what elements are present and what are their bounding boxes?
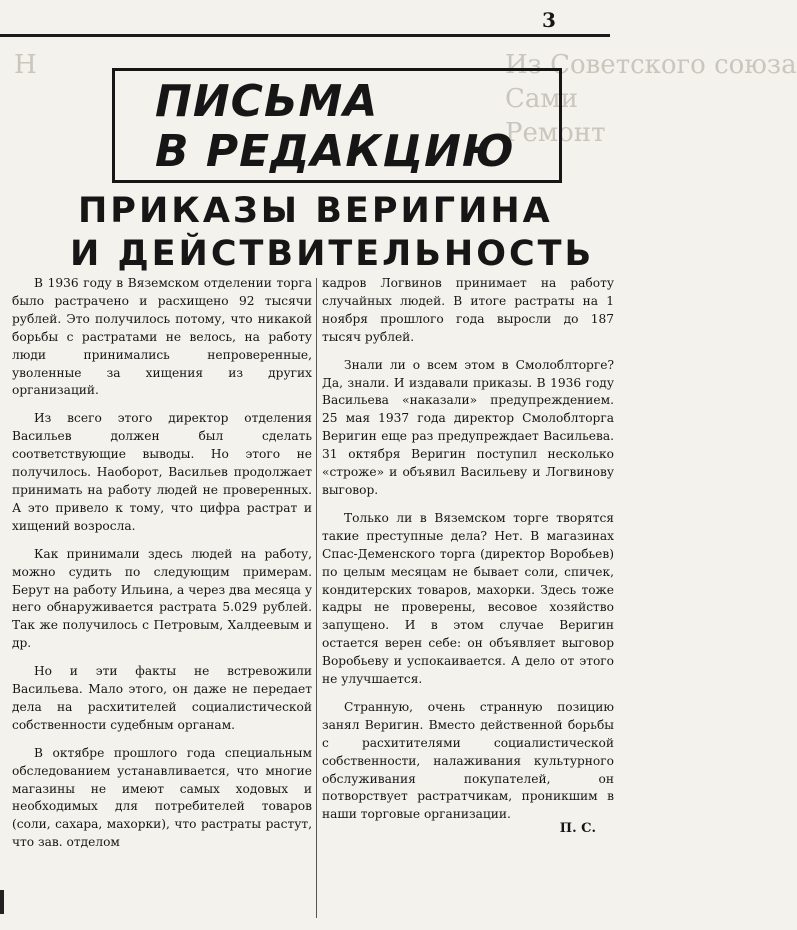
article-paragraph: Из всего этого директор отделения Васильев должен был сделать соответствующие выводы. Но этого не получилось. Наоборот, Васильев продолжает принимать на работу людей не проверенных. А это привело к тому, что цифра растрат и хищений возросла.: [12, 411, 312, 533]
article-headline: [70, 190, 595, 276]
article-paragraph: Только ли в Вяземском торге творятся такие преступные дела? Нет. В магазинах Спас-Деменского торга (директор Воробьев) по целым месяцам не бывает соли, спичек, кондитерских товаров, махорки. Здесь тоже кадры не проверены, весовое хозяйство запущено. И в этом случае Веригин остается верен себе: он объявляет выговор Воробьеву и успокаивается. А дело от этого не улучшается.: [322, 510, 614, 687]
author-signature: П. С.: [559, 821, 596, 837]
article-paragraph: Как принимали здесь людей на работу, можно судить по следующим примерам. Берут на работу Ильина, а через два месяца у него обнаруживается растрата 5.029 рублей. Так же получилось с Петровым, Халдеевым и др.: [12, 546, 312, 651]
headline-line-2: И ДЕЙСТВИТЕЛЬНОСТЬ: [70, 234, 595, 274]
page-number: 3: [542, 8, 556, 32]
bleed-line: Н: [14, 50, 37, 80]
article-column-left: [12, 275, 312, 862]
rubric-title-line-2: В РЕДАКЦИЮ: [155, 126, 515, 177]
top-rule: [0, 34, 610, 37]
bleed-line: Ремонт: [505, 118, 606, 148]
headline-line-1: ПРИКАЗЫ ВЕРИГИНА: [78, 191, 553, 231]
article-paragraph: Знали ли о всем этом в Смолоблторге? Да, знали. И издавали приказы. В 1936 году Васильева «наказали» предупреждением. 25 мая 1937 года директор Смолоблторга Веригин еще раз предупреждает Васильева. 31 октября Веригин поступил несколько «строже» и объявил Васильеву и Логвинову выговор.: [322, 357, 614, 497]
article-paragraph: В октябре прошлого года специальным обследованием устанавливается, что многие магазины не имеют самых ходовых и необходимых для потребителей товаров (соли, сахара, махорки), что растраты растут, что зав. отделом: [12, 745, 312, 850]
edge-mark: [0, 890, 4, 914]
rubric-box: [112, 68, 562, 183]
rubric-title-line-1: ПИСЬМА: [155, 76, 379, 127]
bleed-line: Сами: [505, 84, 578, 114]
article-paragraph: Но и эти факты не встревожили Васильева. Мало этого, он даже не передает дела на расхитителей социалистической собственности судебным органам.: [12, 664, 312, 732]
column-divider: [316, 278, 317, 918]
article-paragraph: В 1936 году в Вяземском отделении торга было растрачено и расхищено 92 тысячи рублей. Это получилось потому, что никакой борьбы с растратами не велось, на работу люди принимались непроверенные, уволенные за хищения из других организаций.: [12, 276, 312, 398]
bleed-line: Из Советского союза: [505, 50, 797, 80]
article-column-right: [322, 275, 614, 838]
article-paragraph: Странную, очень странную позицию занял Веригин. Вместо действенной борьбы с расхитителями социалистической собственности, налаживания культурного обслуживания покупателей, он потворствует растратчикам, проникшим в наши торговые организации.: [322, 699, 614, 822]
article-paragraph: кадров Логвинов принимает на работу случайных людей. В итоге растраты на 1 ноября прошлого года выросли до 187 тысяч рублей.: [322, 276, 614, 344]
